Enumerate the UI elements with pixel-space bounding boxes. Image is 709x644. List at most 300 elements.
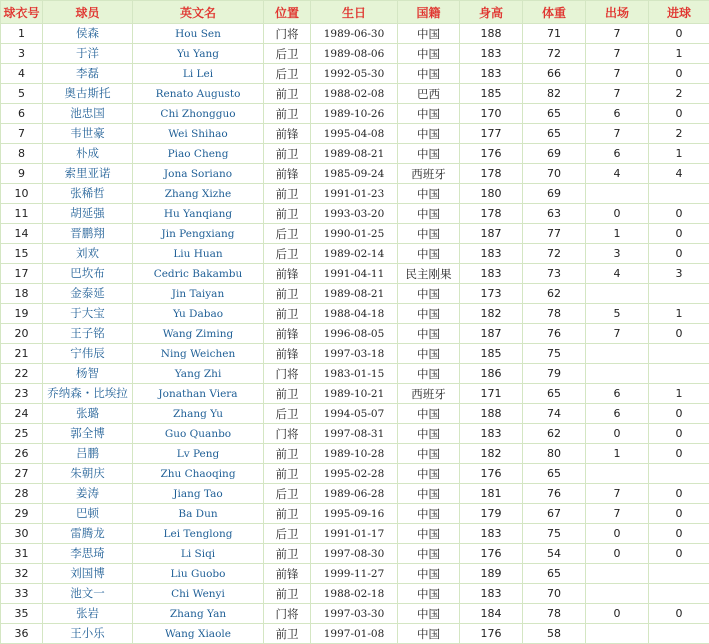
goals-cell: 1 <box>649 304 709 324</box>
english-name-link[interactable]: Chi Zhongguo <box>160 108 235 120</box>
nationality-cell: 中国 <box>398 144 460 164</box>
jersey-number-cell: 25 <box>1 424 43 444</box>
birthday-cell: 1997-08-30 <box>311 544 398 564</box>
position-cell: 前卫 <box>264 284 311 304</box>
english-name-link[interactable]: Zhang Yan <box>170 608 226 620</box>
english-name-cell <box>133 164 264 184</box>
goals-cell: 0 <box>649 224 709 244</box>
jersey-number-cell: 21 <box>1 344 43 364</box>
player-name-link[interactable]: 晋鹏翔 <box>70 226 105 240</box>
table-row <box>1 284 709 304</box>
english-name-link[interactable]: Piao Cheng <box>168 148 229 160</box>
birthday-cell: 1997-03-30 <box>311 604 398 624</box>
player-name-link[interactable]: 刘欢 <box>76 246 99 260</box>
appearances-cell: 4 <box>586 264 649 284</box>
goals-cell: 0 <box>649 444 709 464</box>
position-cell: 后卫 <box>264 524 311 544</box>
nationality-cell: 中国 <box>398 524 460 544</box>
appearances-cell: 3 <box>586 244 649 264</box>
player-name-cell <box>43 104 133 124</box>
position-cell: 门将 <box>264 604 311 624</box>
english-name-link[interactable]: Ning Weichen <box>161 348 236 360</box>
height-cell: 176 <box>460 464 523 484</box>
position-cell: 前卫 <box>264 584 311 604</box>
english-name-link[interactable]: Lv Peng <box>177 448 220 460</box>
height-cell: 189 <box>460 564 523 584</box>
table-row <box>1 444 709 464</box>
english-name-link[interactable]: Jonathan Viera <box>158 388 237 400</box>
appearances-cell: 0 <box>586 544 649 564</box>
birthday-cell: 1991-01-17 <box>311 524 398 544</box>
english-name-link[interactable]: Hou Sen <box>175 28 221 40</box>
player-name-link[interactable]: 宁伟辰 <box>70 346 105 360</box>
height-cell: 182 <box>460 304 523 324</box>
english-name-cell <box>133 324 264 344</box>
english-name-link[interactable]: Jin Pengxiang <box>162 228 235 240</box>
english-name-link[interactable]: Jiang Tao <box>173 488 222 500</box>
weight-cell: 70 <box>523 164 586 184</box>
appearances-cell: 1 <box>586 224 649 244</box>
birthday-cell: 1991-04-11 <box>311 264 398 284</box>
table-row <box>1 504 709 524</box>
english-name-cell <box>133 64 264 84</box>
birthday-cell: 1996-08-05 <box>311 324 398 344</box>
jersey-number-cell: 27 <box>1 464 43 484</box>
jersey-number-cell: 7 <box>1 124 43 144</box>
player-name-cell <box>43 184 133 204</box>
appearances-cell: 7 <box>586 84 649 104</box>
english-name-cell <box>133 364 264 384</box>
table-row <box>1 464 709 484</box>
appearances-cell: 7 <box>586 504 649 524</box>
jersey-number-cell: 22 <box>1 364 43 384</box>
height-cell: 171 <box>460 384 523 404</box>
birthday-cell: 1988-02-18 <box>311 584 398 604</box>
appearances-cell <box>586 184 649 204</box>
player-name-cell <box>43 144 133 164</box>
jersey-number-cell: 24 <box>1 404 43 424</box>
player-name-cell <box>43 244 133 264</box>
goals-cell <box>649 184 709 204</box>
player-name-cell <box>43 404 133 424</box>
goals-cell <box>649 284 709 304</box>
header-weight: 体重 <box>523 1 586 24</box>
weight-cell: 65 <box>523 464 586 484</box>
table-row <box>1 404 709 424</box>
english-name-link[interactable]: Hu Yanqiang <box>164 208 232 220</box>
position-cell: 后卫 <box>264 404 311 424</box>
position-cell: 前卫 <box>264 144 311 164</box>
weight-cell: 75 <box>523 344 586 364</box>
weight-cell: 72 <box>523 244 586 264</box>
english-name-link[interactable]: Yang Zhi <box>175 368 222 380</box>
player-name-link[interactable]: 胡延强 <box>70 206 105 220</box>
english-name-cell <box>133 44 264 64</box>
nationality-cell: 民主刚果 <box>398 264 460 284</box>
goals-cell <box>649 564 709 584</box>
player-name-link[interactable]: 郭全博 <box>70 426 105 440</box>
weight-cell: 63 <box>523 204 586 224</box>
player-name-cell <box>43 164 133 184</box>
goals-cell: 0 <box>649 24 709 44</box>
player-name-link[interactable]: 于大宝 <box>70 306 105 320</box>
height-cell: 178 <box>460 204 523 224</box>
height-cell: 183 <box>460 424 523 444</box>
birthday-cell: 1995-04-08 <box>311 124 398 144</box>
english-name-link[interactable]: Ba Dun <box>178 508 217 520</box>
birthday-cell: 1989-08-21 <box>311 284 398 304</box>
table-row <box>1 84 709 104</box>
player-name-link[interactable]: 池文一 <box>70 586 105 600</box>
header-goals: 进球 <box>649 1 709 24</box>
player-name-cell <box>43 224 133 244</box>
player-name-cell <box>43 304 133 324</box>
position-cell: 前卫 <box>264 464 311 484</box>
height-cell: 176 <box>460 544 523 564</box>
nationality-cell: 中国 <box>398 284 460 304</box>
nationality-cell: 中国 <box>398 104 460 124</box>
appearances-cell: 6 <box>586 104 649 124</box>
weight-cell: 66 <box>523 64 586 84</box>
height-cell: 183 <box>460 64 523 84</box>
height-cell: 176 <box>460 624 523 644</box>
weight-cell: 65 <box>523 384 586 404</box>
english-name-cell <box>133 84 264 104</box>
birthday-cell: 1989-08-21 <box>311 144 398 164</box>
english-name-link[interactable]: Zhang Xizhe <box>165 188 231 200</box>
appearances-cell: 0 <box>586 424 649 444</box>
english-name-cell <box>133 604 264 624</box>
player-name-link[interactable]: 张璐 <box>76 406 99 420</box>
player-name-link[interactable]: 韦世豪 <box>70 126 105 140</box>
goals-cell: 3 <box>649 264 709 284</box>
nationality-cell: 中国 <box>398 184 460 204</box>
english-name-link[interactable]: Cedric Bakambu <box>154 268 243 280</box>
player-name-link[interactable]: 朴成 <box>76 146 99 160</box>
height-cell: 185 <box>460 84 523 104</box>
nationality-cell: 中国 <box>398 424 460 444</box>
nationality-cell: 中国 <box>398 244 460 264</box>
weight-cell: 76 <box>523 324 586 344</box>
birthday-cell: 1994-05-07 <box>311 404 398 424</box>
english-name-link[interactable]: Lei Tenglong <box>164 528 233 540</box>
english-name-link[interactable]: Wang Xiaole <box>165 628 231 640</box>
weight-cell: 74 <box>523 404 586 424</box>
jersey-number-cell: 3 <box>1 44 43 64</box>
player-name-cell <box>43 484 133 504</box>
english-name-link[interactable]: Zhang Yu <box>173 408 223 420</box>
height-cell: 180 <box>460 184 523 204</box>
jersey-number-cell: 6 <box>1 104 43 124</box>
table-row <box>1 44 709 64</box>
position-cell: 后卫 <box>264 244 311 264</box>
height-cell: 173 <box>460 284 523 304</box>
english-name-cell <box>133 544 264 564</box>
player-name-cell <box>43 324 133 344</box>
table-row <box>1 164 709 184</box>
position-cell: 前卫 <box>264 84 311 104</box>
player-name-link[interactable]: 雷腾龙 <box>70 526 105 540</box>
birthday-cell: 1995-09-16 <box>311 504 398 524</box>
appearances-cell: 7 <box>586 324 649 344</box>
jersey-number-cell: 17 <box>1 264 43 284</box>
weight-cell: 72 <box>523 44 586 64</box>
nationality-cell: 中国 <box>398 204 460 224</box>
goals-cell <box>649 624 709 644</box>
player-name-link[interactable]: 王子铭 <box>70 326 105 340</box>
table-row <box>1 184 709 204</box>
table-row <box>1 604 709 624</box>
player-name-link[interactable]: 王小乐 <box>70 626 105 640</box>
height-cell: 184 <box>460 604 523 624</box>
english-name-link[interactable]: Jin Taiyan <box>172 288 224 300</box>
birthday-cell: 1983-01-15 <box>311 364 398 384</box>
height-cell: 186 <box>460 364 523 384</box>
player-name-link[interactable]: 巴坎布 <box>70 266 105 280</box>
birthday-cell: 1989-10-21 <box>311 384 398 404</box>
header-english-name: 英文名 <box>133 1 264 24</box>
weight-cell: 65 <box>523 124 586 144</box>
nationality-cell: 中国 <box>398 444 460 464</box>
jersey-number-cell: 36 <box>1 624 43 644</box>
position-cell: 前锋 <box>264 164 311 184</box>
english-name-cell <box>133 564 264 584</box>
jersey-number-cell: 23 <box>1 384 43 404</box>
english-name-link[interactable]: Jona Soriano <box>164 168 232 180</box>
position-cell: 前卫 <box>264 544 311 564</box>
height-cell: 183 <box>460 44 523 64</box>
position-cell: 门将 <box>264 424 311 444</box>
player-name-link[interactable]: 张稀哲 <box>70 186 105 200</box>
jersey-number-cell: 9 <box>1 164 43 184</box>
table-row <box>1 124 709 144</box>
birthday-cell: 1991-01-23 <box>311 184 398 204</box>
player-name-link[interactable]: 吕鹏 <box>76 446 99 460</box>
appearances-cell: 7 <box>586 124 649 144</box>
player-name-link[interactable]: 刘国博 <box>70 566 105 580</box>
weight-cell: 62 <box>523 284 586 304</box>
jersey-number-cell: 11 <box>1 204 43 224</box>
english-name-cell <box>133 304 264 324</box>
table-row <box>1 624 709 644</box>
english-name-link[interactable]: Zhu Chaoqing <box>160 468 235 480</box>
weight-cell: 80 <box>523 444 586 464</box>
english-name-cell <box>133 244 264 264</box>
player-name-cell <box>43 204 133 224</box>
position-cell: 门将 <box>264 364 311 384</box>
birthday-cell: 1989-02-14 <box>311 244 398 264</box>
table-row <box>1 104 709 124</box>
player-name-link[interactable]: 张岩 <box>76 606 99 620</box>
english-name-link[interactable]: Liu Guobo <box>171 568 226 580</box>
english-name-link[interactable]: Li Lei <box>183 68 213 80</box>
player-name-link[interactable]: 李思琦 <box>70 546 105 560</box>
player-name-link[interactable]: 李磊 <box>76 66 99 80</box>
player-name-cell <box>43 24 133 44</box>
jersey-number-cell: 32 <box>1 564 43 584</box>
nationality-cell: 中国 <box>398 564 460 584</box>
position-cell: 前卫 <box>264 624 311 644</box>
position-cell: 前锋 <box>264 264 311 284</box>
goals-cell: 0 <box>649 404 709 424</box>
table-row <box>1 204 709 224</box>
english-name-link[interactable]: Wang Ziming <box>163 328 233 340</box>
height-cell: 187 <box>460 324 523 344</box>
goals-cell: 0 <box>649 104 709 124</box>
english-name-link[interactable]: Yu Dabao <box>173 308 223 320</box>
header-birthday: 生日 <box>311 1 398 24</box>
weight-cell: 82 <box>523 84 586 104</box>
jersey-number-cell: 10 <box>1 184 43 204</box>
appearances-cell <box>586 364 649 384</box>
weight-cell: 58 <box>523 624 586 644</box>
weight-cell: 79 <box>523 364 586 384</box>
nationality-cell: 中国 <box>398 604 460 624</box>
goals-cell: 1 <box>649 144 709 164</box>
weight-cell: 69 <box>523 144 586 164</box>
english-name-cell <box>133 284 264 304</box>
english-name-link[interactable]: Wei Shihao <box>168 128 228 140</box>
height-cell: 183 <box>460 264 523 284</box>
player-name-link[interactable]: 金泰延 <box>70 286 105 300</box>
table-row <box>1 264 709 284</box>
nationality-cell: 中国 <box>398 484 460 504</box>
weight-cell: 77 <box>523 224 586 244</box>
jersey-number-cell: 4 <box>1 64 43 84</box>
appearances-cell <box>586 624 649 644</box>
goals-cell: 2 <box>649 124 709 144</box>
birthday-cell: 1989-06-30 <box>311 24 398 44</box>
player-name-link[interactable]: 乔纳森・比埃拉 <box>47 386 128 400</box>
birthday-cell: 1989-10-26 <box>311 104 398 124</box>
english-name-cell <box>133 584 264 604</box>
height-cell: 183 <box>460 584 523 604</box>
header-number: 球衣号 <box>1 1 43 24</box>
goals-cell <box>649 344 709 364</box>
english-name-cell <box>133 104 264 124</box>
nationality-cell: 西班牙 <box>398 384 460 404</box>
header-position: 位置 <box>264 1 311 24</box>
jersey-number-cell: 30 <box>1 524 43 544</box>
english-name-link[interactable]: Li Siqi <box>181 548 215 560</box>
position-cell: 前卫 <box>264 204 311 224</box>
english-name-cell <box>133 144 264 164</box>
player-name-link[interactable]: 奥古斯托 <box>65 86 111 100</box>
player-name-cell <box>43 464 133 484</box>
player-name-link[interactable]: 杨智 <box>76 366 99 380</box>
height-cell: 188 <box>460 404 523 424</box>
table-row <box>1 384 709 404</box>
english-name-link[interactable]: Guo Quanbo <box>165 428 231 440</box>
jersey-number-cell: 28 <box>1 484 43 504</box>
weight-cell: 67 <box>523 504 586 524</box>
goals-cell <box>649 364 709 384</box>
weight-cell: 69 <box>523 184 586 204</box>
player-name-link[interactable]: 池忠国 <box>70 106 105 120</box>
height-cell: 182 <box>460 444 523 464</box>
jersey-number-cell: 5 <box>1 84 43 104</box>
player-name-cell <box>43 524 133 544</box>
weight-cell: 65 <box>523 104 586 124</box>
appearances-cell: 0 <box>586 604 649 624</box>
header-player: 球员 <box>43 1 133 24</box>
player-name-cell <box>43 124 133 144</box>
english-name-cell <box>133 184 264 204</box>
appearances-cell: 6 <box>586 404 649 424</box>
weight-cell: 78 <box>523 604 586 624</box>
table-row <box>1 244 709 264</box>
player-name-link[interactable]: 姜涛 <box>76 486 99 500</box>
birthday-cell: 1990-01-25 <box>311 224 398 244</box>
english-name-link[interactable]: Chi Wenyi <box>171 588 225 600</box>
english-name-cell <box>133 404 264 424</box>
height-cell: 181 <box>460 484 523 504</box>
english-name-cell <box>133 224 264 244</box>
player-name-cell <box>43 564 133 584</box>
goals-cell <box>649 584 709 604</box>
height-cell: 183 <box>460 244 523 264</box>
birthday-cell: 1995-02-28 <box>311 464 398 484</box>
player-name-link[interactable]: 侯森 <box>76 26 99 40</box>
player-name-link[interactable]: 巴顿 <box>76 506 99 520</box>
player-name-cell <box>43 64 133 84</box>
position-cell: 门将 <box>264 24 311 44</box>
table-row <box>1 424 709 444</box>
english-name-link[interactable]: Yu Yang <box>177 48 219 60</box>
appearances-cell: 7 <box>586 484 649 504</box>
appearances-cell: 4 <box>586 164 649 184</box>
player-name-cell <box>43 544 133 564</box>
table-row <box>1 584 709 604</box>
jersey-number-cell: 19 <box>1 304 43 324</box>
english-name-link[interactable]: Renato Augusto <box>156 88 241 100</box>
birthday-cell: 1988-02-08 <box>311 84 398 104</box>
player-name-cell <box>43 444 133 464</box>
jersey-number-cell: 18 <box>1 284 43 304</box>
player-name-link[interactable]: 索里亚诺 <box>65 166 111 180</box>
birthday-cell: 1985-09-24 <box>311 164 398 184</box>
player-name-cell <box>43 424 133 444</box>
weight-cell: 54 <box>523 544 586 564</box>
nationality-cell: 中国 <box>398 504 460 524</box>
goals-cell: 0 <box>649 244 709 264</box>
weight-cell: 73 <box>523 264 586 284</box>
height-cell: 183 <box>460 524 523 544</box>
jersey-number-cell: 1 <box>1 24 43 44</box>
nationality-cell: 中国 <box>398 584 460 604</box>
appearances-cell: 0 <box>586 524 649 544</box>
english-name-link[interactable]: Liu Huan <box>173 248 222 260</box>
player-name-link[interactable]: 朱朝庆 <box>70 466 105 480</box>
jersey-number-cell: 31 <box>1 544 43 564</box>
nationality-cell: 中国 <box>398 64 460 84</box>
birthday-cell: 1999-11-27 <box>311 564 398 584</box>
appearances-cell <box>586 284 649 304</box>
english-name-cell <box>133 464 264 484</box>
height-cell: 187 <box>460 224 523 244</box>
player-name-link[interactable]: 于洋 <box>76 46 99 60</box>
nationality-cell: 中国 <box>398 624 460 644</box>
table-row <box>1 64 709 84</box>
birthday-cell: 1989-08-06 <box>311 44 398 64</box>
position-cell: 前卫 <box>264 444 311 464</box>
english-name-cell <box>133 204 264 224</box>
height-cell: 188 <box>460 24 523 44</box>
appearances-cell: 7 <box>586 64 649 84</box>
table-row <box>1 524 709 544</box>
position-cell: 前锋 <box>264 564 311 584</box>
english-name-cell <box>133 504 264 524</box>
